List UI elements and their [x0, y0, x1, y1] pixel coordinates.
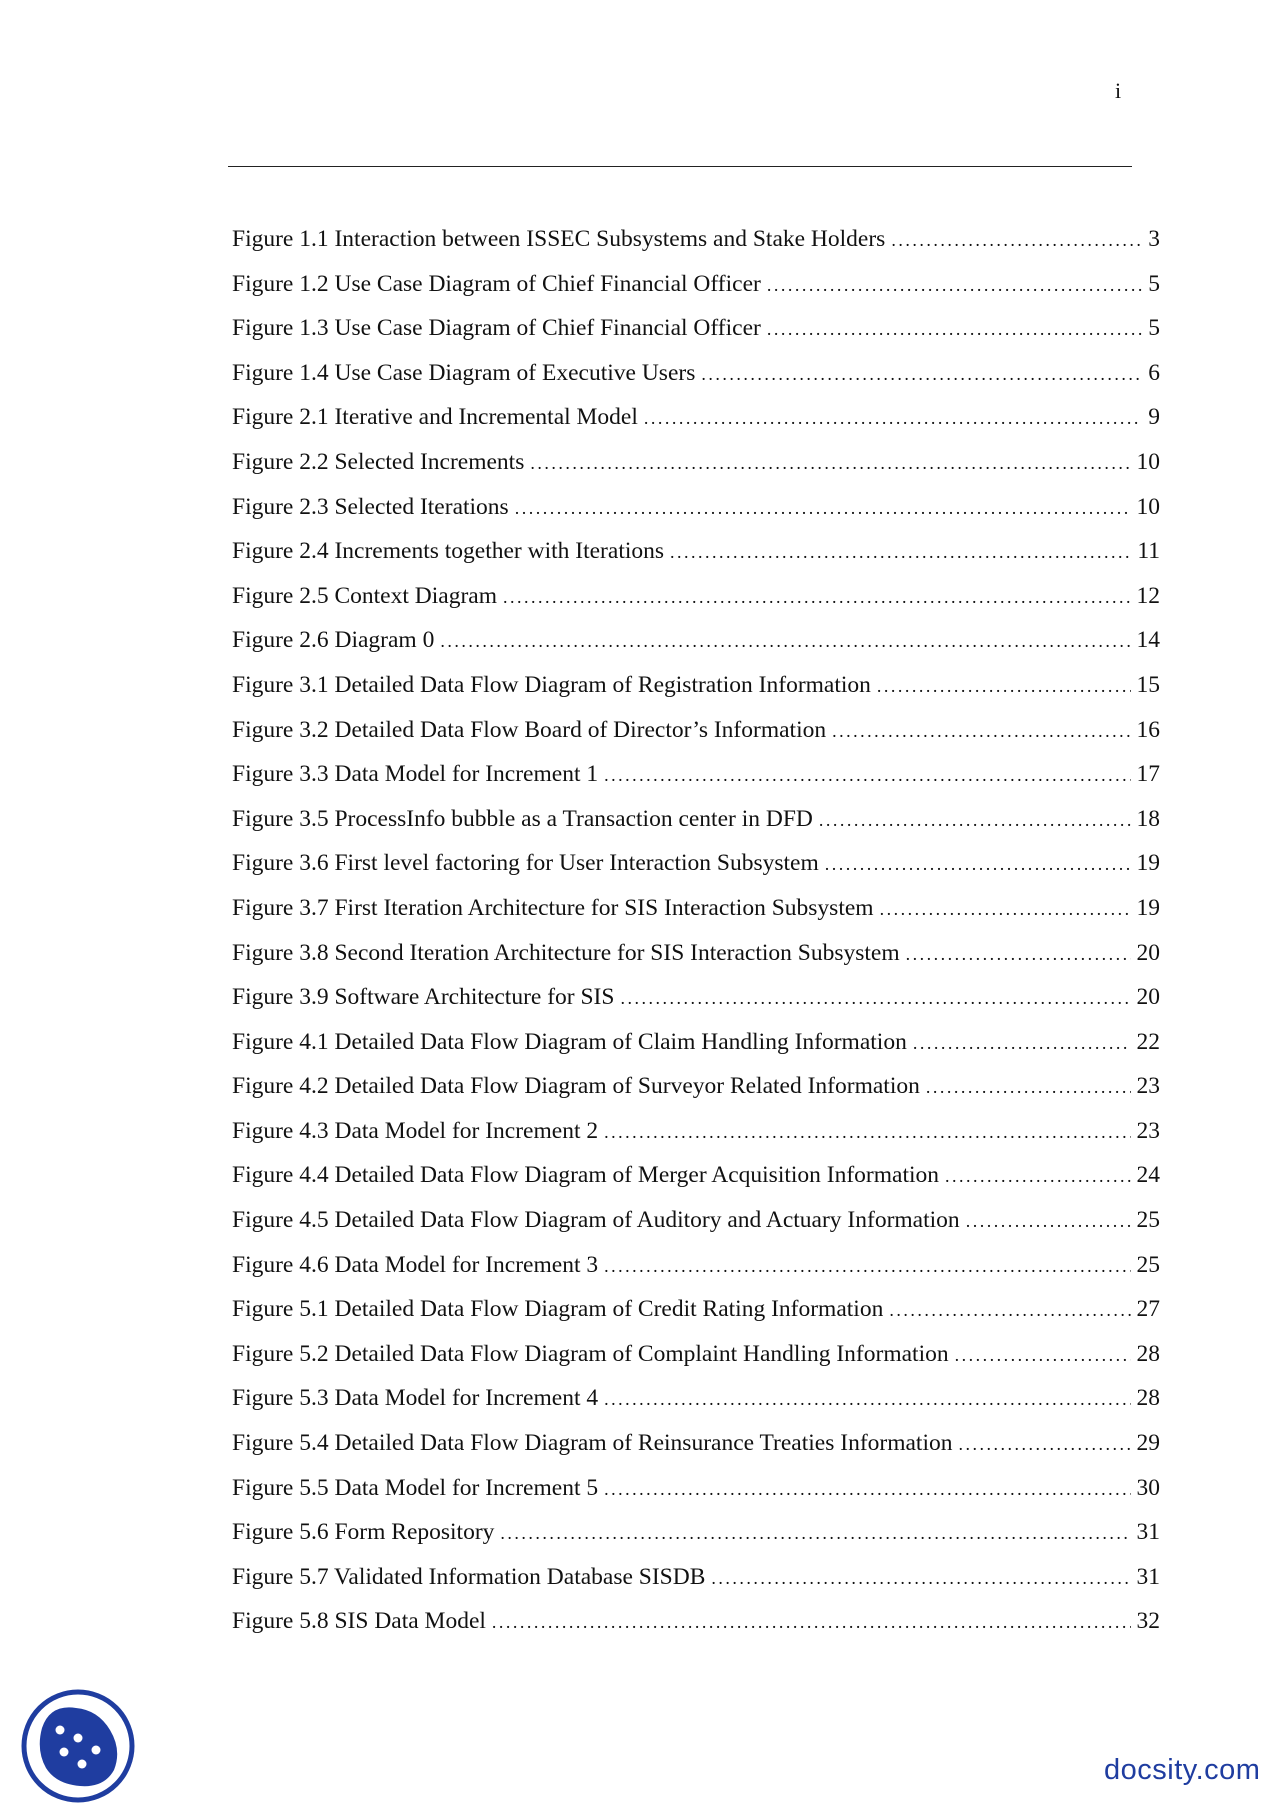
figure-title: Figure 1.2 Use Case Diagram of Chief Financial Officer	[232, 270, 761, 297]
toc-entry[interactable]	[232, 1339, 1160, 1384]
dot-leader	[604, 1117, 1130, 1147]
toc-entry[interactable]	[232, 492, 1160, 537]
figure-title: Figure 1.3 Use Case Diagram of Chief Financial Officer	[232, 315, 761, 342]
dot-leader	[880, 894, 1131, 924]
dot-leader	[959, 1429, 1131, 1459]
figure-page-number: 5	[1148, 315, 1160, 342]
figure-title: Figure 3.8 Second Iteration Architecture for SIS Interaction Subsystem	[232, 939, 900, 966]
toc-entry[interactable]	[232, 269, 1160, 314]
dot-leader	[670, 537, 1131, 567]
docsity-logo-icon[interactable]	[20, 1688, 136, 1804]
toc-entry[interactable]	[232, 938, 1160, 983]
figure-page-number: 9	[1148, 404, 1160, 431]
figure-page-number: 10	[1136, 493, 1160, 520]
figure-page-number: 17	[1136, 761, 1160, 788]
toc-entry[interactable]	[232, 893, 1160, 938]
figure-page-number: 27	[1136, 1296, 1160, 1323]
toc-entry[interactable]	[232, 848, 1160, 893]
figure-page-number: 19	[1136, 850, 1160, 877]
figure-title: Figure 3.1 Detailed Data Flow Diagram of Registration Information	[232, 671, 871, 698]
figure-title: Figure 1.4 Use Case Diagram of Executive Users	[232, 359, 696, 386]
figure-page-number: 24	[1136, 1162, 1160, 1189]
toc-entry[interactable]	[232, 358, 1160, 403]
figure-page-number: 28	[1136, 1385, 1160, 1412]
dot-leader	[926, 1072, 1131, 1102]
figure-page-number: 23	[1136, 1117, 1160, 1144]
dot-leader	[604, 760, 1130, 790]
figure-title: Figure 3.9 Software Architecture for SIS	[232, 984, 615, 1011]
figure-title: Figure 4.5 Detailed Data Flow Diagram of Auditory and Actuary Information	[232, 1207, 960, 1234]
figure-title: Figure 3.5 ProcessInfo bubble as a Transaction center in DFD	[232, 805, 813, 832]
figure-page-number: 19	[1136, 894, 1160, 921]
figure-title: Figure 2.4 Increments together with Iterations	[232, 538, 665, 565]
figure-page-number: 16	[1136, 716, 1160, 743]
dot-leader	[955, 1340, 1131, 1370]
figure-title: Figure 4.4 Detailed Data Flow Diagram of Merger Acquisition Information	[232, 1162, 940, 1189]
page-number: i	[1114, 78, 1122, 103]
dot-leader	[620, 983, 1130, 1013]
figure-page-number: 18	[1136, 805, 1160, 832]
dot-leader	[913, 1028, 1131, 1058]
toc-entry[interactable]	[232, 581, 1160, 626]
figure-page-number: 20	[1136, 984, 1160, 1011]
figure-title: Figure 2.2 Selected Increments	[232, 448, 525, 475]
figure-page-number: 12	[1136, 582, 1160, 609]
dot-leader	[604, 1251, 1130, 1281]
dot-leader	[701, 359, 1142, 389]
figure-page-number: 6	[1148, 359, 1160, 386]
figure-title: Figure 5.8 SIS Data Model	[232, 1608, 486, 1635]
figure-page-number: 31	[1136, 1519, 1160, 1546]
figure-page-number: 29	[1136, 1430, 1160, 1457]
toc-entry[interactable]	[232, 1428, 1160, 1473]
dot-leader	[604, 1474, 1130, 1504]
figure-page-number: 32	[1136, 1608, 1160, 1635]
dot-leader	[440, 626, 1130, 656]
toc-entry[interactable]	[232, 670, 1160, 715]
toc-entry[interactable]	[232, 1116, 1160, 1161]
dot-leader	[500, 1518, 1130, 1548]
toc-entry[interactable]	[232, 1205, 1160, 1250]
figure-page-number: 23	[1136, 1073, 1160, 1100]
dot-leader	[966, 1206, 1131, 1236]
toc-entry[interactable]	[232, 759, 1160, 804]
dot-leader	[515, 493, 1131, 523]
figure-page-number: 22	[1136, 1028, 1160, 1055]
figure-page-number: 3	[1148, 226, 1160, 252]
dot-leader	[767, 270, 1142, 300]
figure-title: Figure 3.2 Detailed Data Flow Board of Director’s Information	[232, 716, 827, 743]
figure-title: Figure 3.6 First level factoring for User Interaction Subsystem	[232, 850, 819, 877]
toc-entry[interactable]	[232, 1517, 1160, 1562]
dot-leader	[711, 1563, 1130, 1593]
toc-entry[interactable]	[232, 715, 1160, 760]
dot-leader	[644, 403, 1142, 433]
figure-title: Figure 2.5 Context Diagram	[232, 582, 497, 609]
figure-title: Figure 5.2 Detailed Data Flow Diagram of Complaint Handling Information	[232, 1340, 949, 1367]
figure-title: Figure 3.3 Data Model for Increment 1	[232, 761, 599, 788]
toc-entry[interactable]	[232, 1071, 1160, 1116]
figure-page-number: 10	[1136, 448, 1160, 475]
dot-leader	[889, 1295, 1130, 1325]
figure-title: Figure 2.1 Iterative and Incremental Model	[232, 404, 638, 431]
figure-title: Figure 4.3 Data Model for Increment 2	[232, 1117, 599, 1144]
figure-title: Figure 5.6 Form Repository	[232, 1519, 495, 1546]
toc-entry[interactable]	[232, 1294, 1160, 1339]
figure-page-number: 30	[1136, 1474, 1160, 1501]
figure-page-number: 11	[1137, 538, 1160, 565]
dot-leader	[604, 1384, 1130, 1414]
figure-title: Figure 1.1 Interaction between ISSEC Subsystems and Stake Holders	[232, 226, 886, 252]
toc-entry[interactable]	[232, 313, 1160, 358]
docsity-brand-link[interactable]: docsity.com	[1104, 1754, 1261, 1786]
dot-leader	[530, 448, 1130, 478]
figure-title: Figure 2.6 Diagram 0	[232, 627, 435, 654]
toc-entry[interactable]	[232, 402, 1160, 447]
dot-leader	[832, 716, 1130, 746]
dot-leader	[492, 1607, 1131, 1637]
figure-title: Figure 2.3 Selected Iterations	[232, 493, 509, 520]
figure-title: Figure 5.1 Detailed Data Flow Diagram of Credit Rating Information	[232, 1296, 884, 1323]
figure-title: Figure 5.5 Data Model for Increment 5	[232, 1474, 599, 1501]
dot-leader	[819, 805, 1131, 835]
figure-page-number: 25	[1136, 1251, 1160, 1278]
toc-entry[interactable]	[232, 224, 1160, 269]
figure-title: Figure 5.4 Detailed Data Flow Diagram of Reinsurance Treaties Information	[232, 1430, 953, 1457]
toc-entry[interactable]	[232, 1160, 1160, 1205]
dot-leader	[767, 314, 1142, 344]
figure-page-number: 31	[1136, 1563, 1160, 1590]
figure-title: Figure 5.3 Data Model for Increment 4	[232, 1385, 599, 1412]
figure-title: Figure 5.7 Validated Information Database SISDB	[232, 1563, 706, 1590]
toc-entry[interactable]	[232, 447, 1160, 492]
dot-leader	[945, 1161, 1130, 1191]
toc-entry[interactable]	[232, 625, 1160, 670]
figure-page-number: 20	[1136, 939, 1160, 966]
header-divider	[228, 166, 1132, 167]
figure-title: Figure 4.6 Data Model for Increment 3	[232, 1251, 599, 1278]
toc-entry[interactable]	[232, 1027, 1160, 1072]
dot-leader	[877, 671, 1131, 701]
toc-entry[interactable]	[232, 1562, 1160, 1607]
figure-title: Figure 4.2 Detailed Data Flow Diagram of Surveyor Related Information	[232, 1073, 920, 1100]
toc-entry[interactable]	[232, 1250, 1160, 1295]
figure-page-number: 5	[1148, 270, 1160, 297]
dot-leader	[891, 225, 1142, 255]
dot-leader	[906, 939, 1131, 969]
figure-page-number: 15	[1136, 671, 1160, 698]
toc-entry[interactable]	[232, 536, 1160, 581]
toc-entry[interactable]	[232, 1473, 1160, 1518]
figure-title: Figure 4.1 Detailed Data Flow Diagram of Claim Handling Information	[232, 1028, 907, 1055]
toc-entry[interactable]	[232, 1606, 1160, 1651]
dot-leader	[503, 582, 1131, 612]
figure-page-number: 28	[1136, 1340, 1160, 1367]
figure-title: Figure 3.7 First Iteration Architecture for SIS Interaction Subsystem	[232, 894, 874, 921]
toc-entry[interactable]	[232, 982, 1160, 1027]
list-of-figures	[232, 224, 1160, 1651]
figure-page-number: 25	[1136, 1207, 1160, 1234]
figure-page-number: 14	[1136, 627, 1160, 654]
dot-leader	[825, 849, 1131, 879]
toc-entry[interactable]	[232, 1383, 1160, 1428]
toc-entry[interactable]	[232, 804, 1160, 849]
